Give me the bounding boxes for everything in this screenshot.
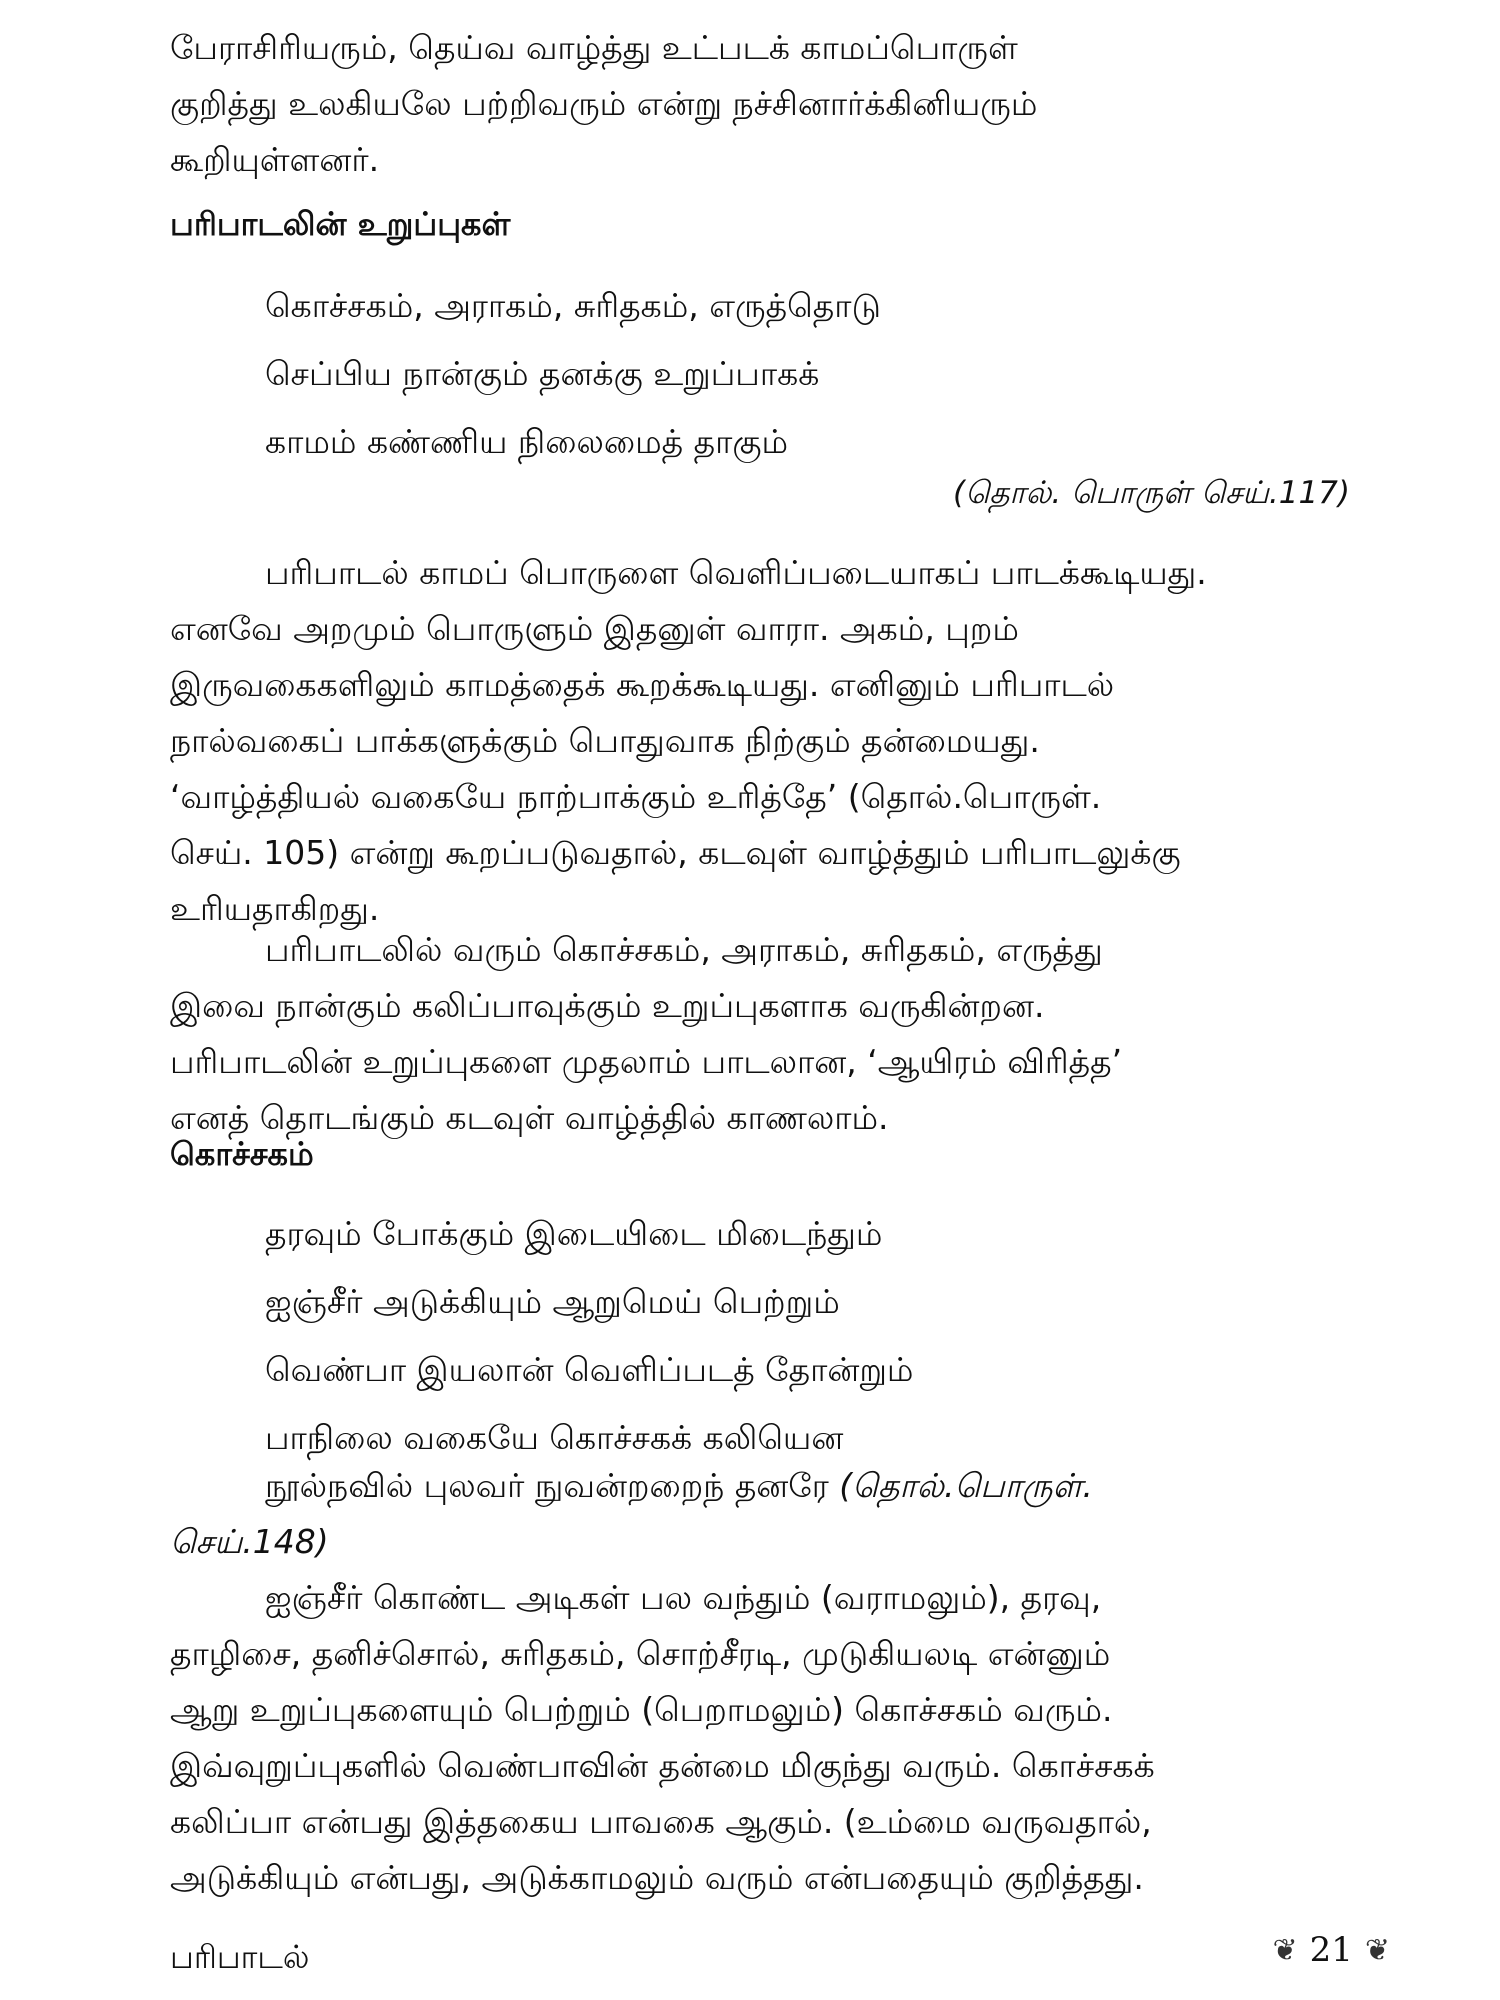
text-line: பேராசிரியரும், தெய்வ வாழ்த்து உட்படக் காமப்பொருள்	[170, 28, 1018, 67]
verse-line: செப்பிய நான்கும் தனக்கு உறுப்பாகக்	[265, 354, 820, 393]
text-line: இருவகைகளிலும் காமத்தைக் கூறக்கூடியது. எனினும் பரிபாடல்	[170, 665, 1115, 704]
verse-line: வெண்பா இயலான் வெளிப்படத் தோன்றும்	[265, 1350, 914, 1389]
footer-page-number-group	[1272, 1930, 1390, 1970]
verse-block	[265, 1200, 913, 1472]
text-line: ‘வாழ்த்தியல் வகையே நாற்பாக்கும் உரித்தே’ (தொல்.பொருள்.	[170, 777, 1102, 816]
text-line: ஐஞ்சீர் கொண்ட அடிகள் பல வந்தும் (வராமலும்), தரவு,	[265, 1578, 1102, 1617]
text-line: இவ்வுறுப்புகளில் வெண்பாவின் தன்மை மிகுந்து வரும். கொச்சகக்	[170, 1746, 1155, 1785]
ornament-icon: ❦	[1364, 1932, 1390, 1968]
verse-last-line	[170, 1458, 1350, 1570]
paragraph-body	[170, 922, 1350, 1146]
text-line: கூறியுள்ளனர்.	[170, 140, 380, 179]
footer-title: பரிபாடல்	[170, 1938, 310, 1976]
text-line: ஆறு உறுப்புகளையும் பெற்றும் (பெறாமலும்) கொச்சகம் வரும்.	[170, 1690, 1113, 1729]
text-line: நால்வகைப் பாக்களுக்கும் பொதுவாக நிற்கும் தன்மையது.	[170, 721, 1040, 760]
verse-block	[265, 272, 881, 476]
paragraph-body	[170, 545, 1350, 937]
page-number: 21	[1309, 1930, 1353, 1970]
text-line: இவை நான்கும் கலிப்பாவுக்கும் உறுப்புகளாக வருகின்றன.	[170, 986, 1045, 1025]
text-line: அடுக்கியும் என்பது, அடுக்காமலும் வரும் என்பதையும் குறித்தது.	[170, 1858, 1144, 1897]
text-line: எனத் தொடங்கும் கடவுள் வாழ்த்தில் காணலாம்.	[170, 1098, 889, 1137]
text-line: செய். 105) என்று கூறப்படுவதால், கடவுள் வாழ்த்தும் பரிபாடலுக்கு	[170, 833, 1181, 872]
verse-line: தரவும் போக்கும் இடையிடை மிடைந்தும்	[265, 1214, 883, 1253]
verse-line: பாநிலை வகையே கொச்சகக் கலியென	[265, 1418, 844, 1457]
text-line: தாழிசை, தனிச்சொல், சுரிதகம், சொற்சீரடி, முடுகியலடி என்னும்	[170, 1634, 1111, 1673]
verse-line: கொச்சகம், அராகம், சுரிதகம், எருத்தொடு	[265, 286, 881, 325]
verse-line: நூல்நவில் புலவர் நுவன்றறைந் தனரே	[265, 1466, 829, 1505]
text-line: கலிப்பா என்பது இத்தகைய பாவகை ஆகும். (உம்மை வருவதால்,	[170, 1802, 1152, 1841]
section-heading: கொச்சகம்	[170, 1135, 314, 1173]
text-line	[170, 1458, 1350, 1514]
text-line: குறித்து உலகியலே பற்றிவரும் என்று நச்சினார்க்கினியரும்	[170, 84, 1038, 123]
citation: (தொல். பொருள் செய்.117)	[953, 475, 1350, 511]
text-line: பரிபாடலின் உறுப்புகளை முதலாம் பாடலான, ‘ஆயிரம் விரித்த’	[170, 1042, 1123, 1081]
text-line: பரிபாடல் காமப் பொருளை வெளிப்படையாகப் பாடக்கூடியது.	[265, 553, 1207, 592]
section-heading: பரிபாடலின் உறுப்புகள்	[170, 205, 511, 243]
citation: செய்.148)	[170, 1522, 329, 1561]
ornament-icon: ❦	[1272, 1932, 1298, 1968]
verse-line: ஐஞ்சீர் அடுக்கியும் ஆறுமெய் பெற்றும்	[265, 1282, 840, 1321]
verse-line: காமம் கண்ணிய நிலைமைத் தாகும்	[265, 422, 789, 461]
citation: (தொல்.பொருள்.	[839, 1466, 1093, 1505]
text-line: உரியதாகிறது.	[170, 889, 380, 928]
paragraph-body	[170, 1570, 1350, 1906]
paragraph-intro	[170, 20, 1350, 188]
text-line: எனவே அறமும் பொருளும் இதனுள் வாரா. அகம், புறம்	[170, 609, 1019, 648]
text-line: பரிபாடலில் வரும் கொச்சகம், அராகம், சுரிதகம், எருத்து	[265, 930, 1103, 969]
